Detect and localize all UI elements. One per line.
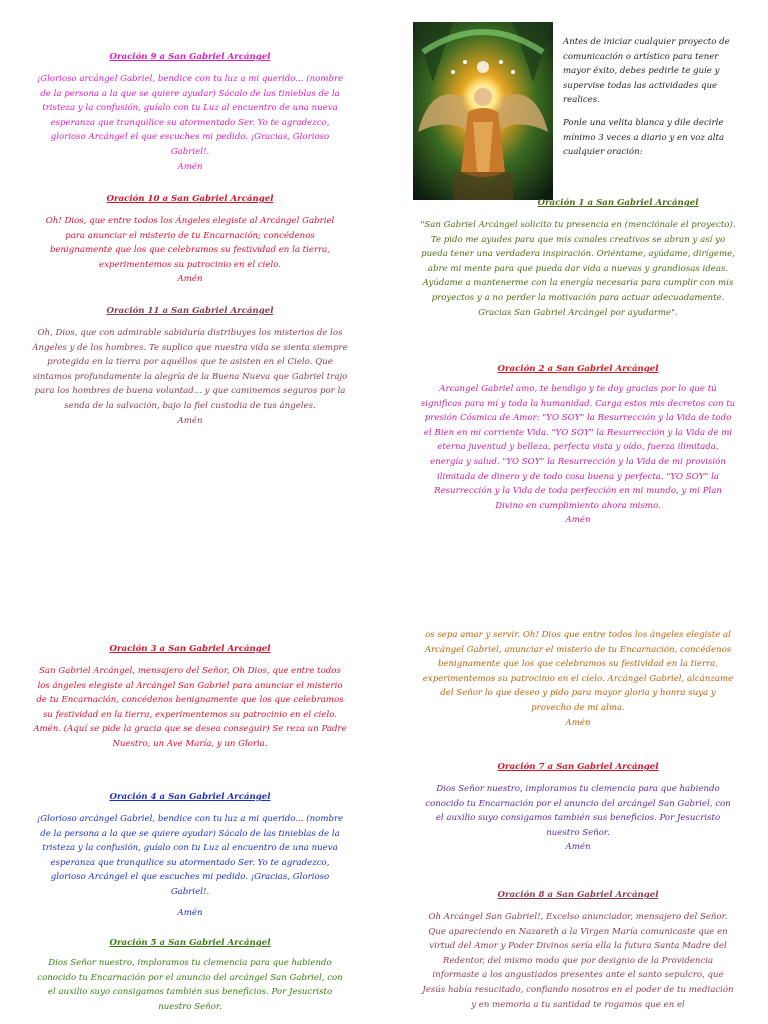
prayer-1	[420, 196, 736, 320]
prayer-10	[35, 192, 345, 287]
prayer-1-text: "San Gabriel Arcángel solicito tu presencia en (menciónale el proyecto). Te pido me ayudes para que mis canales creativos se abran y así yo pueda tener una verdadera inspiración. Oriéntame, ayúdame, dirígeme, abre mi mente para que pueda dar vida a nuevas y grandiosas ideas. Ayúdame a mantenerme con la energía necesaria para cumplir con mis proyectos y a no perder la motivación para actuar adecuadamente. Gracias San Gabriel Arcángel por ayudarme".	[420, 220, 736, 318]
archangel-gabriel-image	[413, 22, 553, 200]
prayer-7-text: Dios Señor nuestro, imploramos tu clemencia para que habiendo conocido tu Encarnación por el anuncio del arcángel San Gabriel, con el auxilio suyo consigamos también sus beneficios. Por Jesucristo nuestro Señor.	[425, 784, 731, 838]
prayer-11-text: Oh, Dios, que con admirable sabiduría distribuyes los misterios de los Ángeles y de los hombres. Te suplico que nuestra vida se sienta siempre protegida en la tierra por aquéllos que te asisten en el Cielo. Que sintamos profundamente la alegría de la Buena Nueva que Gabriel trajo para los hombres de buena voluntad... y que caminemos seguros por la senda de la salvación, bajo la fiel custodia de tus ángeles.	[32, 328, 348, 411]
prayer-10-amen: Amén	[177, 274, 203, 285]
prayer-11	[32, 304, 348, 428]
prayer-4-title: Oración 4 a San Gabriel Arcángel	[109, 792, 271, 802]
prayer-9-text: ¡Glorioso arcángel Gabriel, bendice con tu luz a mi querido... (nombre de la persona a la que se quiere ayudar) Sácalo de las tinieblas de la tristeza y la confusión, guíalo con tu Luz al encuentro de una nueva esperanza que tranquilice su atormentado Ser. Yo te agradezco, glorioso Arcángel el que escuches mi pedido. ¡Gracias, Glorioso Gabriel!.	[36, 74, 344, 157]
prayer-11-amen: Amén	[177, 415, 203, 426]
prayer-8	[420, 888, 736, 1012]
prayer-7-title: Oración 7 a San Gabriel Arcángel	[497, 762, 659, 772]
intro-paragraph-2: Ponle una velita blanca y dile decirle mínimo 3 veces a diario y en voz alta cualquier oración:	[563, 117, 725, 158]
prayer-9-amen: Amén	[177, 161, 203, 172]
prayer-5-text: Dios Señor nuestro, imploramos tu clemencia para que habiendo conocido tu Encarnación por el anuncio del arcángel San Gabriel, con el auxilio suyo consigamos también sus beneficios. Por Jesucristo nuestro Señor.	[37, 958, 343, 1012]
prayer-4-text: ¡Glorioso arcángel Gabriel, bendice con tu luz a mi querido... (nombre de la persona a la que se quiere ayudar) Sácalo de las tinieblas de la tristeza y la confusión, guíalo con tu Luz al encuentro de una nueva esperanza que tranquilice su atormentado Ser. Yo te agradezco, glorioso Arcángel el que escuches mi pedido. ¡Gracias, Glorioso Gabriel!.	[36, 814, 344, 897]
prayer-10-text: Oh! Dios, que entre todos los Ángeles elegiste al Arcángel Gabriel para anunciar el misterio de tu Encarnación; concédenos benignamente que los que celebramos su festividad en la tierra, experimentemos su patrocinio en el cielo.	[45, 216, 335, 270]
prayer-9-title: Oración 9 a San Gabriel Arcángel	[109, 52, 271, 62]
prayer-10-title: Oración 10 a San Gabriel Arcángel	[106, 194, 274, 204]
prayer-7-amen: Amén	[565, 842, 591, 853]
prayer-2-text: Arcangel Gabriel amo, te bendigo y te doy gracias por lo que tú significas para mí y toda la humanidad. Carga estos mis decretos con tu presión Cósmica de Amor: "YO SOY" la Resurrección y la Vida de todo el Bien en mi corriente Vida. "YO SOY" la Resurrección y la Vida de mi eterna juventud y belleza, perfecta vista y oído, fuerza ilimitada, energía y salud. "YO SOY" la Resurrección y la Vida de mi provisión ilimitada de dinero y de todo cosa buena y perfecta. "YO SOY" la Resurrección y la Vida de toda perfección en mi mundo, y mi Plan Divino en cumplimiento ahora mismo.	[420, 384, 736, 511]
archangel-gabriel-illustration	[413, 22, 553, 200]
prayer-6-amen: Amén	[565, 717, 591, 728]
prayer-5-title: Oración 5 a San Gabriel Arcángel	[109, 938, 271, 948]
prayer-11-title: Oración 11 a San Gabriel Arcángel	[106, 306, 274, 316]
prayer-6-continued	[420, 628, 736, 730]
prayer-1-title: Oración 1 a San Gabriel Arcángel	[537, 198, 699, 208]
intro-text	[563, 35, 733, 168]
prayer-2-amen: Amén	[565, 515, 591, 526]
prayer-2	[420, 362, 736, 528]
prayer-5	[32, 936, 348, 1014]
prayer-4-amen: Amén	[177, 907, 203, 918]
prayer-4	[32, 790, 348, 920]
prayer-3	[32, 642, 348, 752]
prayer-8-title: Oración 8 a San Gabriel Arcángel	[497, 890, 659, 900]
prayer-6-text: os sepa amar y servir. Oh! Dios que entre todos los ángeles elegiste al Arcángel Gabriel, anunciar el misterio de tu Encarnación, concédenos benignamente que los que celebramos su festividad en la tierra, experimentemos su patrocinio en el cielo. Arcángel Gabriel, alcánzame del Señor lo que deseo y pido para mayor gloria y honra suya y provecho de mi alma.	[422, 630, 734, 713]
prayer-9	[32, 50, 348, 174]
prayer-8-text: Oh Arcángel San Gabriel!, Excelso anunciador, mensajero del Señor. Que apareciendo en Nazareth a la Virgen María comunicaste que en virtud del Amor y Poder Divinos sería ella la futura Santa Madre del Redentor, del mismo modo que por designio de la Providencia informaste a los angustiados presentes ante el santo sepulcro, que Jesús había resucitado, confiando nosotros en el poder de tu mediación y en memoria a tu santidad te rogamos que en el	[422, 912, 734, 1010]
intro-paragraph-1: Antes de iniciar cualquier proyecto de comunicación o artístico para tener mayor éxito, debes pedirle te guíe y supervise todas las actividades que realices.	[563, 37, 730, 106]
prayer-2-title: Oración 2 a San Gabriel Arcángel	[497, 364, 659, 374]
prayer-3-title: Oración 3 a San Gabriel Arcángel	[109, 644, 271, 654]
prayer-3-text: San Gabriel Arcángel, mensajero del Señor, Oh Dios, que entre todos los ángeles elegiste al Arcángel San Gabriel para anunciar el misterio de tu Encarnación, concédenos benignamente que los que celebramos su festividad en la tierra, experimentemos su patrocinio en el cielo. Amén. (Aquí se pide la gracia que se desea conseguir) Se reza un Padre Nuestro, un Ave María, y un Gloria.	[33, 666, 347, 749]
prayer-7	[420, 760, 736, 855]
